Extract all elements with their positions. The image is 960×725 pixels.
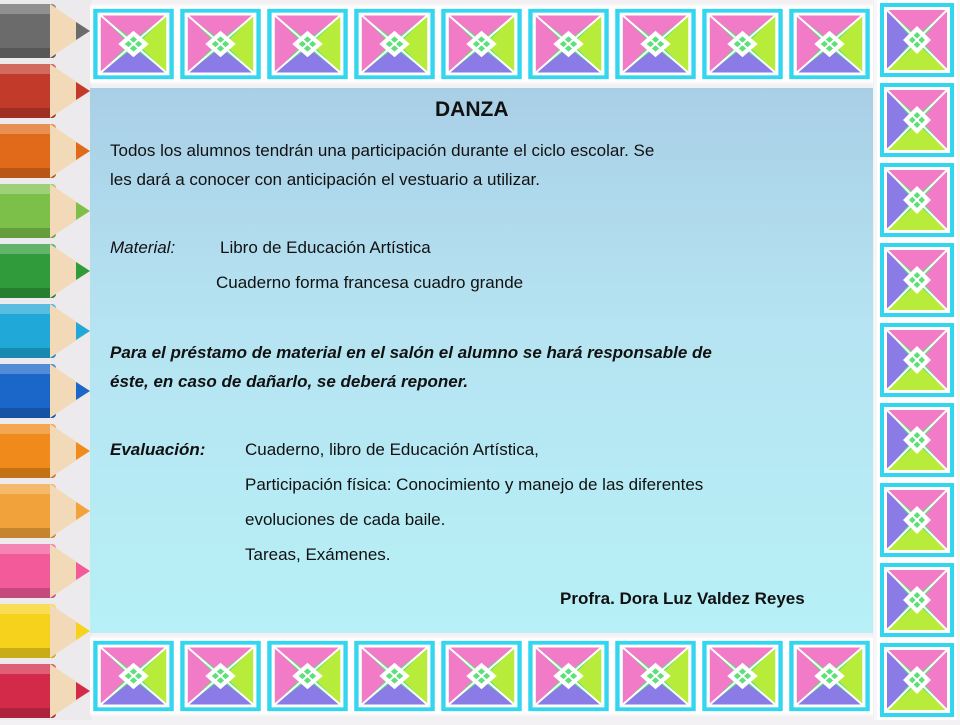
border-tile [177, 6, 264, 82]
border-tile [877, 400, 957, 480]
border-tile [699, 6, 786, 82]
pencil [0, 300, 92, 362]
material-label: Material: [110, 238, 176, 257]
evaluation-item: evoluciones de cada baile. [245, 510, 446, 529]
border-right [874, 0, 960, 720]
border-tile [525, 638, 612, 714]
pencil [0, 180, 92, 242]
border-tile [877, 480, 957, 560]
intro-line: Todos los alumnos tendrán una participación durante el ciclo escolar. Se [110, 141, 655, 160]
border-tile [525, 6, 612, 82]
border-tile [877, 0, 957, 80]
border-tile [877, 160, 957, 240]
pencil [0, 420, 92, 482]
evaluation-item: Tareas, Exámenes. [245, 545, 391, 564]
border-bottom [90, 636, 873, 716]
intro-line: les dará a conocer con anticipación el vestuario a utilizar. [110, 170, 540, 189]
border-tile [612, 638, 699, 714]
border-top [90, 4, 873, 84]
border-tile [699, 638, 786, 714]
border-tile [438, 638, 525, 714]
note-line: éste, en caso de dañarlo, se deberá reponer. [110, 372, 469, 391]
border-tile [786, 6, 873, 82]
border-tile [264, 6, 351, 82]
evaluation-item: Participación física: Conocimiento y manejo de las diferentes [245, 475, 704, 494]
border-tile [877, 560, 957, 640]
material-item: Cuaderno forma francesa cuadro grande [216, 273, 524, 292]
pencil [0, 660, 92, 720]
border-tile [877, 80, 957, 160]
border-tile [351, 638, 438, 714]
border-tile [877, 320, 957, 400]
pencil [0, 600, 92, 662]
border-tile [351, 6, 438, 82]
border-tile [877, 240, 957, 320]
border-tile [877, 640, 957, 720]
border-tile [90, 6, 177, 82]
pencil [0, 540, 92, 602]
evaluation-label: Evaluación: [110, 440, 206, 459]
evaluation-item: Cuaderno, libro de Educación Artística, [245, 440, 539, 459]
pencil [0, 0, 92, 62]
pencil [0, 480, 92, 542]
border-tile [612, 6, 699, 82]
border-tile [177, 638, 264, 714]
pencil [0, 120, 92, 182]
pencils-decoration [0, 0, 92, 720]
border-tile [438, 6, 525, 82]
border-tile [264, 638, 351, 714]
border-tile [786, 638, 873, 714]
pencil [0, 360, 92, 422]
signature: Profra. Dora Luz Valdez Reyes [560, 589, 805, 608]
pencil [0, 240, 92, 302]
pencil [0, 60, 92, 122]
border-tile [90, 638, 177, 714]
material-item: Libro de Educación Artística [220, 238, 431, 257]
page-title: DANZA [435, 98, 509, 121]
note-line: Para el préstamo de material en el salón el alumno se hará responsable de [110, 343, 712, 362]
